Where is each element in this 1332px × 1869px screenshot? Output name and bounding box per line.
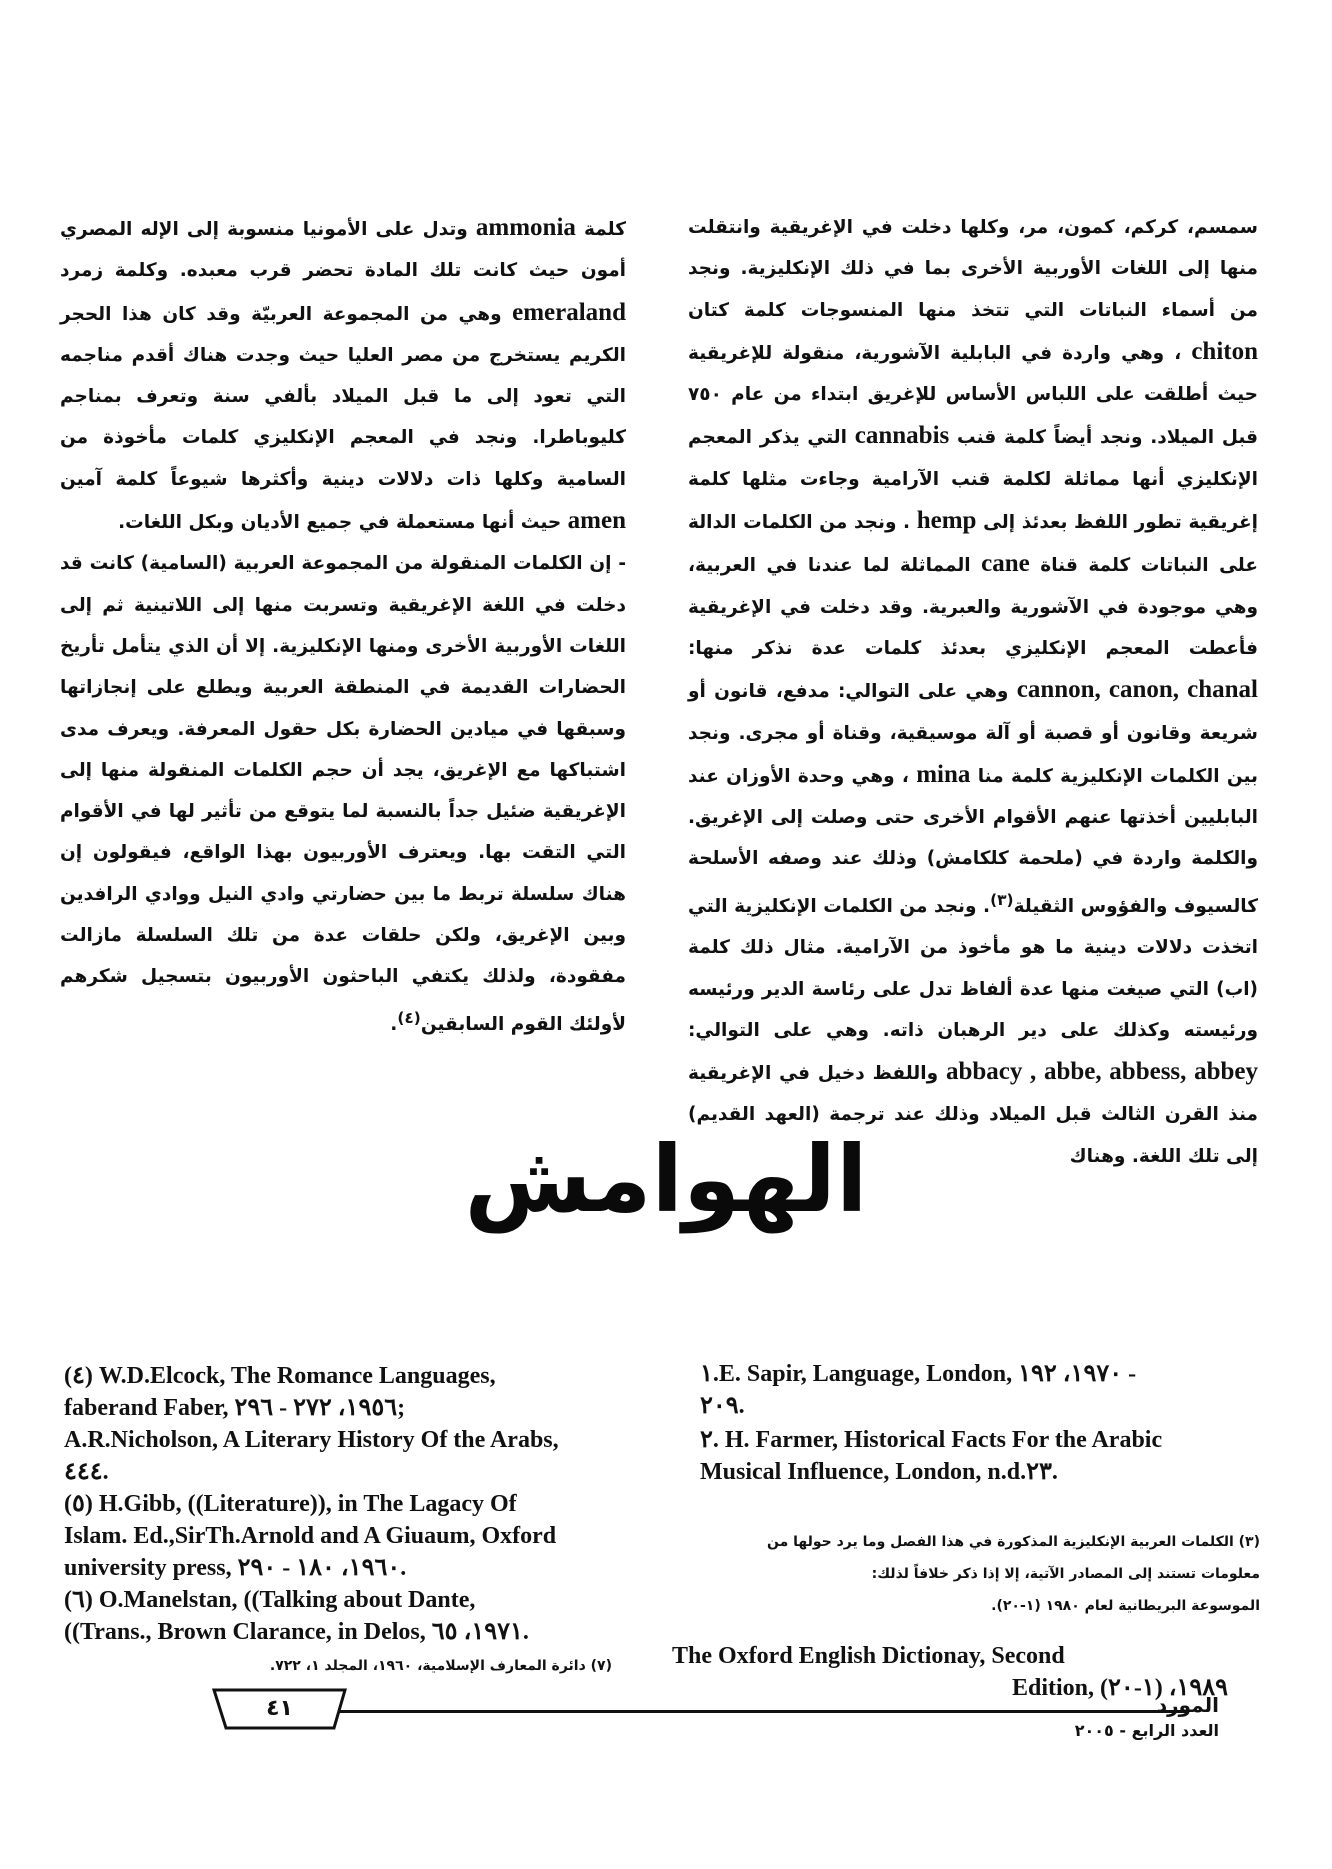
footnote-7: (٧) دائرة المعارف الإسلامية، ١٩٦٠، المجلد ١، ٧٢٢. xyxy=(269,1658,612,1674)
latin-term: chiton xyxy=(1191,337,1258,365)
latin-term: cannon, canon, chanal xyxy=(1016,676,1258,704)
footnote-5: (٥) H.Gibb, ((Literature)), in The Lagacy Of Islam. Ed.,SirTh.Arnold and A Giuaum, Oxford university press, ١٩٦٠، ١٨٠ - ٢٩٠. xyxy=(64,1491,557,1581)
latin-term: cane xyxy=(981,550,1030,578)
journal-issue: العدد الرابع - ٢٠٠٥ xyxy=(1074,1721,1219,1740)
footnote-1: ١.E. Sapir, Language, London, ١٩٧٠، ١٩٢ - ٢٠٩. xyxy=(700,1361,1137,1419)
left-text-column xyxy=(60,207,626,1045)
footnote-2: ٢. H. Farmer, Historical Facts For the Arabic Musical Influence, London, n.d.٢٣. xyxy=(700,1427,1163,1485)
page-number: ٤١ xyxy=(266,1696,293,1721)
footnote-3-reference: The Oxford English Dictionay, Second Edition, ١٩٨٩، (١-٢٠) xyxy=(672,1643,1229,1701)
latin-term: emeraland xyxy=(512,298,626,326)
footnote-3: (٣) الكلمات العربية الإنكليزية المذكورة في هذا الفصل وما يرد حولها من معلومات تستند إلى المصادر الآتية، إلا إذا ذكر خلافاً لذلك: الموسوعة البريطانية لعام ١٩٨٠ (١-٢٠). xyxy=(766,1534,1260,1614)
latin-term: hemp xyxy=(916,507,977,535)
latin-term: abbacy , abbe, abbess, abbey xyxy=(945,1058,1258,1086)
footnote-6: (٦) O.Manelstan, ((Talking about Dante, ((Trans., Brown Clarance, in Delos, ١٩٧١، ٦٥. xyxy=(64,1587,529,1645)
footnote-4: (٤) W.D.Elcock, The Romance Languages, faberand Faber, ١٩٥٦، ٢٧٢ - ٢٩٦; A.R.Nicholson, A Literary History Of the Arabs, ٤٤٤. xyxy=(64,1363,559,1485)
right-text-column xyxy=(688,207,1258,1177)
latin-term: cannabis xyxy=(854,422,950,450)
footnotes-heading: الهوامش xyxy=(464,1126,868,1233)
right-column-paragraph: سمسم، كركم، كمون، مر، وكلها دخلت في الإغريقية وانتقلت منها إلى اللغات الأوربية الأخرى بما في ذلك الإنكليزية. ونجد من أسماء النباتات التي تتخذ منها المنسوجات كلمة كتان chiton ، وهي واردة في البابلية الآشورية، منقولة للإغريقية حيث أطلقت على اللباس الأساس للإغريق ابتداء من عام ٧٥٠ قبل الميلاد. ونجد أيضاً كلمة قنب cannabis التي يذكر المعجم الإنكليزي أنها مماثلة لكلمة قنب الآرامية وجاءت مثلها كلمة إغريقية تطور اللفظ بعدئذ إلى hemp . ونجد من الكلمات الدالة على النباتات كلمة قناة cane المماثلة لما عندنا في العربية، وهي موجودة في الآشورية والعبرية. وقد دخلت في الإغريقية فأعطت المعجم الإنكليزي بعدئذ كلمات عدة نذكر منها: cannon, canon, chanal وهي على التوالي: مدفع، قانون أو شريعة وقانون أو قصبة أو آلة موسيقية، وقناة أو مجرى. ونجد بين الكلمات الإنكليزية كلمة منا mina ، وهي وحدة الأوزان عند البابليين أخذتها عنهم الأقوام الأخرى حتى وصلت إلى الإغريق. والكلمة واردة في (ملحمة كلكامش) وذلك عند وصفه الأسلحة كالسيوف والفؤوس الثقيلة$^{(٣)}$. ونجد من الكلمات الإنكليزية التي اتخذت دلالات دينية ما هو مأخوذ من الآرامية. مثال ذلك كلمة (اب) التي صيغت منها عدة ألفاظ تدل على رئاسة الدير ورئيسه ورئيسته وكذلك على دير الرهبان ذاته. وهي على التوالي: abbacy , abbe, abbess, abbey واللفظ دخيل في الإغريقية منذ القرن الثالث قبل الميلاد وذلك عند ترجمة (العهد القديم) إلى تلك اللغة. وهناك xyxy=(688,217,1259,1167)
page-number-box xyxy=(212,1688,347,1730)
journal-masthead xyxy=(1075,1692,1219,1744)
footnote-ref: (٤) xyxy=(397,1008,421,1027)
footnote-ref: (٣) xyxy=(990,890,1014,909)
latin-term: amen xyxy=(567,507,626,535)
journal-name: المورد xyxy=(1156,1693,1219,1717)
latin-term: mina xyxy=(916,760,971,788)
left-column-paragraph-1: كلمة ammonia وتدل على الأمونيا منسوبة إلى الإله المصري أمون حيث كانت تلك المادة تحضر قرب معبده. وكلمة زمرد emeraland وهي من المجموعة العربيّة وقد كان هذا الحجر الكريم يستخرج من مصر العليا حيث وجدت هناك أقدم مناجمه التي تعود إلى ما قبل الميلاد بألفي سنة وتعرف بمناجم كليوباطرا. ونجد في المعجم الإنكليزي كلمات مأخوذة من السامية وكلها ذات دلالات دينية وأكثرها شيوعاً كلمة آمين amen حيث أنها مستعملة في جميع الأديان وبكل اللغات. xyxy=(60,214,626,535)
latin-term: ammonia xyxy=(475,214,576,241)
footer-rule xyxy=(338,1710,1188,1713)
left-column-paragraph-2: - إن الكلمات المنقولة من المجموعة العربية (السامية) كانت قد دخلت في اللغة الإغريقية وتسربت منها إلى اللاتينية ثم إلى اللغات الأوربية الأخرى ومنها الإنكليزية. إلا أن الذي يتأمل تأريخ الحضارات القديمة في المنطقة العربية ويطلع على إنجازاتها وسبقها في ميادين الحضارة بكل حقول المعرفة. ويعرف مدى اشتباكها مع الإغريق، يجد أن حجم الكلمات المنقولة منها إلى الإغريقية ضئيل جداً بالنسبة لما يتوقع من تأثير لها في الأقوام التي التقت بها. ويعترف الأوربيون بهذا الواقع، فيقولون إن هناك سلسلة تربط ما بين حضارتي وادي النيل ووادي الرافدين وبين الإغريق، ولكن حلقات عدة من تلك السلسلة مازالت مفقودة، ولذلك يكتفي الباحثون الأوربيون بتسجيل شكرهم لأولئك القوم السابقين$^{(٤)}$. xyxy=(60,553,626,1035)
